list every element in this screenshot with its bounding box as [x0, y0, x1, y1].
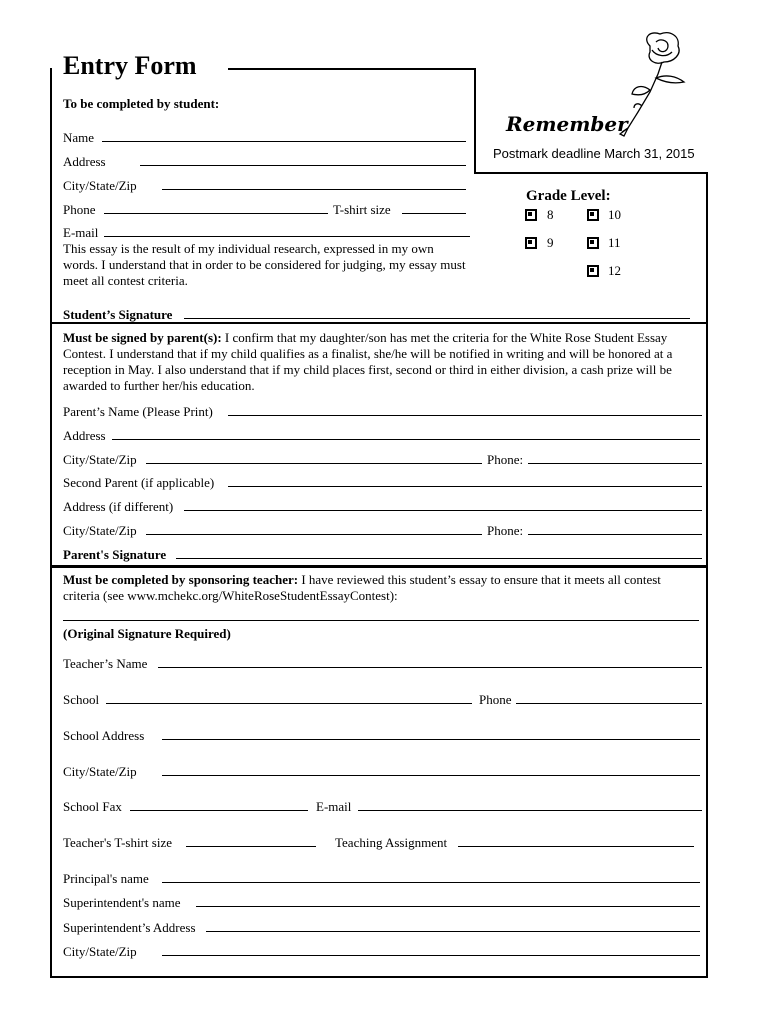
grade-11-label: 11	[608, 235, 621, 250]
parent-section-divider	[50, 322, 708, 324]
school-address-label: School Address	[63, 728, 145, 743]
teacher-phone-label: Phone	[479, 692, 512, 707]
student-tshirt-label: T-shirt size	[333, 202, 391, 217]
student-tshirt-field[interactable]	[402, 213, 466, 214]
superintendent-city-label: City/State/Zip	[63, 944, 137, 959]
second-parent-label: Second Parent (if applicable)	[63, 475, 215, 490]
parent-intro	[63, 330, 693, 394]
parent-address-field[interactable]	[112, 439, 700, 440]
student-phone-field[interactable]	[104, 213, 328, 214]
superintendent-address-label: Superintendent’s Address	[63, 920, 196, 935]
teacher-city-field[interactable]	[162, 775, 700, 776]
parent-city2-label: City/State/Zip	[63, 523, 137, 538]
teacher-school-field[interactable]	[106, 703, 472, 704]
form-right-border	[706, 172, 708, 978]
teacher-intro-text: I have reviewed this student’s essay to ensure that it meets all contest criteria (see www.mchekc.org/WhiteRoseStudentEssayContest):	[63, 572, 661, 603]
parent-phone2-field[interactable]	[528, 534, 702, 535]
parent-name-label: Parent’s Name (Please Print)	[63, 404, 213, 419]
student-email-field[interactable]	[104, 236, 470, 237]
school-fax-label: School Fax	[63, 799, 122, 814]
student-section-subtitle: To be completed by student:	[63, 96, 220, 111]
teacher-email-field[interactable]	[358, 810, 702, 811]
parent-intro-bold: Must be signed by parent(s):	[63, 330, 222, 345]
teaching-assignment-field[interactable]	[458, 846, 694, 847]
parent-city-field[interactable]	[146, 463, 482, 464]
parent-phone-field[interactable]	[528, 463, 702, 464]
principal-name-field[interactable]	[162, 882, 700, 883]
reminder-heading: Remember	[506, 112, 628, 136]
grade-9-checkbox[interactable]	[525, 237, 537, 249]
student-name-label: Name	[63, 130, 95, 145]
second-parent-field[interactable]	[228, 486, 702, 487]
parent-address-label: Address	[63, 428, 106, 443]
teacher-original-signature-label: (Original Signature Required)	[63, 626, 231, 641]
teacher-intro	[63, 572, 693, 604]
parent-city-label: City/State/Zip	[63, 452, 137, 467]
grade-8-label: 8	[547, 207, 554, 222]
parent-signature-field[interactable]	[176, 558, 702, 559]
grade-level-title: Grade Level:	[526, 188, 611, 204]
student-name-field[interactable]	[102, 141, 466, 142]
superintendent-city-field[interactable]	[162, 955, 700, 956]
form-bottom-border	[50, 976, 708, 978]
teacher-school-label: School	[63, 692, 100, 707]
student-statement: This essay is the result of my individual research, expressed in my own words. I understand that in order to be considered for judging, my essay must meet all contest criteria.	[63, 241, 466, 288]
teacher-phone-field[interactable]	[516, 703, 702, 704]
page-title: Entry Form	[63, 51, 197, 80]
teacher-name-label: Teacher’s Name	[63, 656, 148, 671]
student-signature-field[interactable]	[184, 318, 690, 319]
school-fax-field[interactable]	[130, 810, 308, 811]
parent-phone-label: Phone:	[487, 452, 524, 467]
parent-intro-text: I confirm that my daughter/son has met the criteria for the White Rose Student Essay Contest. I understand that if my child qualifies as a finalist, she/he will be notified in writing and will be honored at a reception in May. I also understand that if my child places first, second or third in either division, a cash prize will be awarded to further her/his education.	[63, 330, 673, 393]
parent-city2-field[interactable]	[146, 534, 482, 535]
student-address-label: Address	[63, 154, 106, 169]
student-address-field[interactable]	[140, 165, 466, 166]
superintendent-name-field[interactable]	[196, 906, 700, 907]
title-rule	[228, 68, 476, 70]
student-signature-label: Student’s Signature	[63, 307, 173, 322]
superintendent-name-label: Superintendent's name	[63, 895, 181, 910]
parent-address-diff-label: Address (if different)	[63, 499, 174, 514]
teacher-tshirt-label: Teacher's T-shirt size	[63, 835, 173, 850]
student-email-label: E-mail	[63, 225, 99, 240]
form-left-border	[50, 68, 52, 978]
grade-12-checkbox[interactable]	[587, 265, 599, 277]
grade-12-label: 12	[608, 263, 621, 278]
teacher-tshirt-field[interactable]	[186, 846, 316, 847]
grade-11-checkbox[interactable]	[587, 237, 599, 249]
grade-9-label: 9	[547, 235, 554, 250]
postmark-deadline: Postmark deadline March 31, 2015	[493, 146, 695, 161]
grade-10-label: 10	[608, 207, 621, 222]
parent-signature-label: Parent's Signature	[63, 547, 167, 562]
parent-name-field[interactable]	[228, 415, 702, 416]
parent-address-diff-field[interactable]	[184, 510, 702, 511]
superintendent-address-field[interactable]	[206, 931, 700, 932]
principal-name-label: Principal's name	[63, 871, 149, 886]
teacher-section-divider	[50, 565, 708, 568]
teacher-intro-bold: Must be completed by sponsoring teacher:	[63, 572, 299, 587]
student-box-right-border	[474, 68, 476, 174]
student-phone-label: Phone	[63, 202, 96, 217]
student-city-field[interactable]	[162, 189, 466, 190]
parent-phone2-label: Phone:	[487, 523, 524, 538]
school-address-field[interactable]	[162, 739, 700, 740]
teacher-email-label: E-mail	[316, 799, 352, 814]
grade-10-checkbox[interactable]	[587, 209, 599, 221]
teaching-assignment-label: Teaching Assignment	[335, 835, 448, 850]
student-box-step-rule	[474, 172, 708, 174]
grade-8-checkbox[interactable]	[525, 209, 537, 221]
teacher-signature-field[interactable]	[63, 620, 699, 621]
teacher-name-field[interactable]	[158, 667, 702, 668]
teacher-city-label: City/State/Zip	[63, 764, 137, 779]
student-city-label: City/State/Zip	[63, 178, 137, 193]
